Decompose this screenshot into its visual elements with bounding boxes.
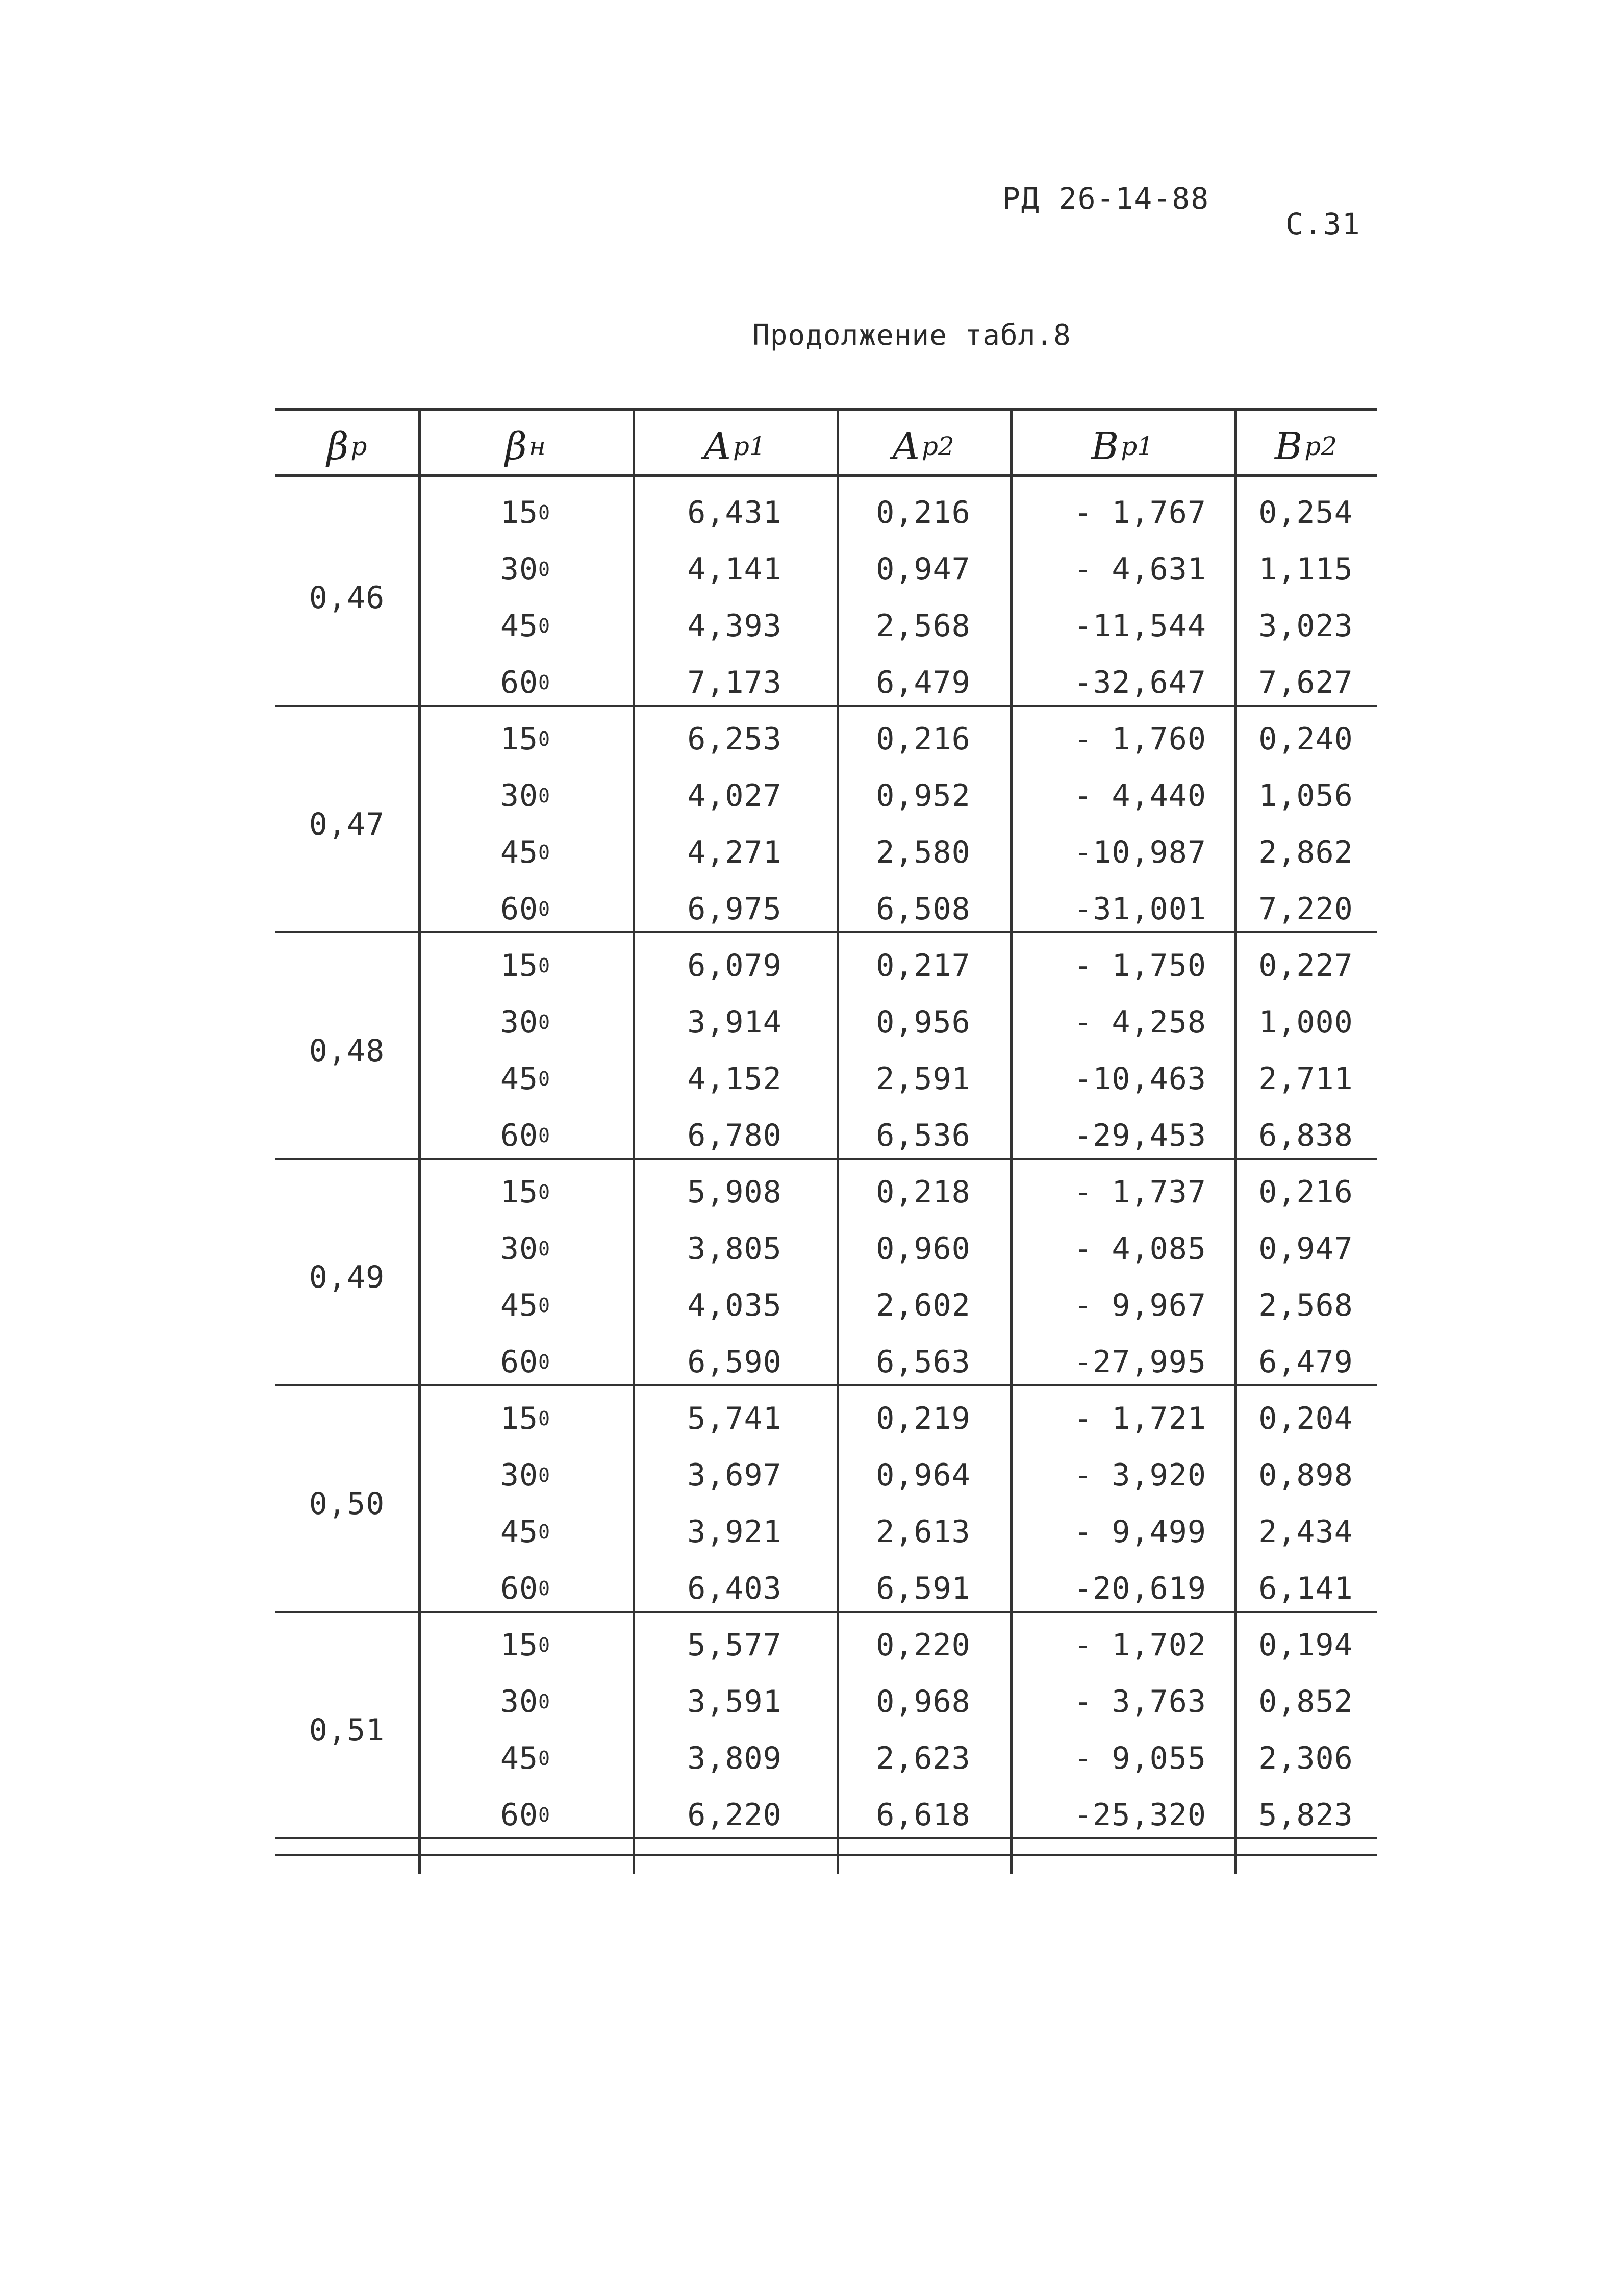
- group-rule: [275, 705, 1377, 707]
- bp1-value: -29,453: [1074, 1118, 1206, 1153]
- ap1-value: 6,590: [687, 1344, 782, 1380]
- bp1-value: - 9,967: [1074, 1288, 1206, 1323]
- bp1-value: -20,619: [1074, 1571, 1206, 1606]
- ap1-value: 6,220: [687, 1797, 782, 1833]
- bp1-value: - 1,702: [1074, 1627, 1206, 1663]
- bp2-value: 2,306: [1258, 1740, 1353, 1776]
- ap2-value: 6,591: [876, 1571, 971, 1606]
- angle-value: 30: [500, 551, 539, 587]
- ap1-value: 3,921: [687, 1514, 782, 1550]
- page-number: С.31: [1285, 207, 1361, 241]
- beta-n-angle: 45 0: [500, 835, 551, 870]
- bp1-value: - 4,258: [1074, 1004, 1206, 1040]
- bp1-value: - 1,721: [1074, 1401, 1206, 1436]
- ap1-value: 3,914: [687, 1004, 782, 1040]
- beta-n-angle: 30 0: [500, 1231, 551, 1267]
- ap2-value: 0,947: [876, 551, 971, 587]
- bp1-value: -11,544: [1074, 608, 1206, 644]
- bp1-value: -32,647: [1074, 665, 1206, 700]
- beta-n-angle: 15 0: [500, 948, 551, 983]
- ap1-value: 4,393: [687, 608, 782, 644]
- bp1-value: -10,987: [1074, 835, 1206, 870]
- ap2-value: 2,602: [876, 1288, 971, 1323]
- bp1-value: -10,463: [1074, 1061, 1206, 1097]
- table-caption: Продолжение табл.8: [752, 319, 1071, 352]
- beta-n-angle: 45 0: [500, 608, 551, 644]
- bp1-value: - 4,085: [1074, 1231, 1206, 1267]
- ap2-value: 2,613: [876, 1514, 971, 1550]
- angle-value: 30: [500, 1684, 539, 1720]
- column-header-symbol: B: [1091, 424, 1119, 468]
- column-header-subscript: р2: [1304, 432, 1338, 461]
- column-header-subscript: р1: [733, 432, 766, 461]
- beta-n-angle: 15 0: [500, 1627, 551, 1663]
- beta-n-angle: 30 0: [500, 551, 551, 587]
- ap1-value: 7,173: [687, 665, 782, 700]
- ap1-value: 5,577: [687, 1627, 782, 1663]
- ap2-value: 2,623: [876, 1740, 971, 1776]
- ap2-value: 0,964: [876, 1457, 971, 1493]
- bp2-value: 2,434: [1258, 1514, 1353, 1550]
- column-header: [1010, 418, 1234, 474]
- beta-p-value: 0,47: [309, 806, 385, 842]
- angle-value: 45: [500, 608, 539, 644]
- bp2-value: 0,254: [1258, 495, 1353, 531]
- angle-value: 60: [500, 1118, 539, 1153]
- bp2-value: 2,568: [1258, 1288, 1353, 1323]
- ap1-value: 5,741: [687, 1401, 782, 1436]
- angle-value: 60: [500, 665, 539, 700]
- ap1-value: 6,431: [687, 495, 782, 531]
- angle-value: 15: [500, 1627, 539, 1663]
- ap1-value: 5,908: [687, 1174, 782, 1210]
- angle-value: 15: [500, 948, 539, 983]
- column-header-symbol: A: [703, 424, 731, 468]
- column-header-symbol: β: [326, 424, 349, 468]
- column-header-subscript: р2: [921, 432, 954, 461]
- ap2-value: 2,580: [876, 835, 971, 870]
- ap2-value: 0,968: [876, 1684, 971, 1720]
- ap2-value: 6,618: [876, 1797, 971, 1833]
- bp1-value: - 1,760: [1074, 721, 1206, 757]
- bp2-value: 0,204: [1258, 1401, 1353, 1436]
- beta-n-angle: 45 0: [500, 1061, 551, 1097]
- ap1-value: 4,035: [687, 1288, 782, 1323]
- ap1-value: 3,591: [687, 1684, 782, 1720]
- angle-value: 60: [500, 891, 539, 927]
- ap2-value: 0,218: [876, 1174, 971, 1210]
- ap2-value: 0,216: [876, 495, 971, 531]
- beta-p-value: 0,49: [309, 1259, 385, 1295]
- bp1-value: -27,995: [1074, 1344, 1206, 1380]
- beta-n-angle: 15 0: [500, 721, 551, 757]
- column-header: [275, 418, 418, 474]
- bp2-value: 1,115: [1258, 551, 1353, 587]
- bp2-value: 6,838: [1258, 1118, 1353, 1153]
- ap1-value: 3,809: [687, 1740, 782, 1776]
- bp2-value: 6,141: [1258, 1571, 1353, 1606]
- beta-n-angle: 60 0: [500, 1344, 551, 1380]
- column-header: [633, 418, 837, 474]
- beta-n-angle: 30 0: [500, 778, 551, 814]
- ap2-value: 6,479: [876, 665, 971, 700]
- column-header-subscript: р1: [1121, 432, 1154, 461]
- angle-value: 15: [500, 1174, 539, 1210]
- beta-p-value: 0,50: [309, 1485, 385, 1522]
- angle-value: 60: [500, 1797, 539, 1833]
- bp1-value: - 9,499: [1074, 1514, 1206, 1550]
- bp1-value: - 1,750: [1074, 948, 1206, 983]
- beta-p-value: 0,46: [309, 579, 385, 616]
- beta-n-angle: 15 0: [500, 495, 551, 531]
- group-rule: [275, 1611, 1377, 1613]
- bp2-value: 7,627: [1258, 665, 1353, 700]
- beta-n-angle: 60 0: [500, 891, 551, 927]
- ap2-value: 6,563: [876, 1344, 971, 1380]
- bp2-value: 0,216: [1258, 1174, 1353, 1210]
- bp1-value: - 3,763: [1074, 1684, 1206, 1720]
- table-top-rule: [275, 408, 1377, 411]
- bp1-value: - 4,631: [1074, 551, 1206, 587]
- ap1-value: 3,805: [687, 1231, 782, 1267]
- beta-p-value: 0,51: [309, 1712, 385, 1748]
- ap1-value: 3,697: [687, 1457, 782, 1493]
- bp2-value: 0,852: [1258, 1684, 1353, 1720]
- beta-n-angle: 30 0: [500, 1004, 551, 1040]
- beta-n-angle: 45 0: [500, 1740, 551, 1776]
- angle-value: 30: [500, 778, 539, 814]
- ap1-value: 6,253: [687, 721, 782, 757]
- angle-value: 15: [500, 1401, 539, 1436]
- bp2-value: 1,056: [1258, 778, 1353, 814]
- beta-n-angle: 30 0: [500, 1457, 551, 1493]
- angle-value: 45: [500, 835, 539, 870]
- beta-n-angle: 60 0: [500, 665, 551, 700]
- bp1-value: - 1,737: [1074, 1174, 1206, 1210]
- bp2-value: 0,947: [1258, 1231, 1353, 1267]
- ap1-value: 4,152: [687, 1061, 782, 1097]
- ap1-value: 6,975: [687, 891, 782, 927]
- angle-value: 30: [500, 1004, 539, 1040]
- group-rule: [275, 1158, 1377, 1160]
- column-header-symbol: B: [1274, 424, 1303, 468]
- ap2-value: 0,219: [876, 1401, 971, 1436]
- beta-n-angle: 45 0: [500, 1288, 551, 1323]
- ap1-value: 6,780: [687, 1118, 782, 1153]
- ap2-value: 0,960: [876, 1231, 971, 1267]
- group-rule: [275, 1837, 1377, 1839]
- column-header-symbol: A: [892, 424, 920, 468]
- bp1-value: - 3,920: [1074, 1457, 1206, 1493]
- angle-value: 15: [500, 721, 539, 757]
- bp1-value: - 9,055: [1074, 1740, 1206, 1776]
- angle-value: 45: [500, 1288, 539, 1323]
- ap1-value: 4,027: [687, 778, 782, 814]
- ap2-value: 0,952: [876, 778, 971, 814]
- column-header-subscript: р: [350, 432, 367, 461]
- bp2-value: 0,194: [1258, 1627, 1353, 1663]
- beta-n-angle: 60 0: [500, 1118, 551, 1153]
- column-header-symbol: β: [505, 424, 527, 468]
- ap2-value: 0,217: [876, 948, 971, 983]
- bp2-value: 0,898: [1258, 1457, 1353, 1493]
- beta-n-angle: 60 0: [500, 1797, 551, 1833]
- ap1-value: 6,403: [687, 1571, 782, 1606]
- angle-value: 15: [500, 495, 539, 531]
- ap2-value: 2,568: [876, 608, 971, 644]
- ap2-value: 6,536: [876, 1118, 971, 1153]
- ap2-value: 0,220: [876, 1627, 971, 1663]
- angle-value: 30: [500, 1231, 539, 1267]
- angle-value: 45: [500, 1514, 539, 1550]
- ap2-value: 6,508: [876, 891, 971, 927]
- beta-n-angle: 15 0: [500, 1174, 551, 1210]
- column-header-subscript: н: [528, 432, 546, 461]
- bp1-value: - 4,440: [1074, 778, 1206, 814]
- ap1-value: 4,271: [687, 835, 782, 870]
- column-header: [1234, 418, 1377, 474]
- angle-value: 45: [500, 1740, 539, 1776]
- bp2-value: 5,823: [1258, 1797, 1353, 1833]
- ap1-value: 6,079: [687, 948, 782, 983]
- bp2-value: 7,220: [1258, 891, 1353, 927]
- column-header: [837, 418, 1010, 474]
- bp2-value: 0,227: [1258, 948, 1353, 983]
- ap2-value: 0,216: [876, 721, 971, 757]
- beta-n-angle: 30 0: [500, 1684, 551, 1720]
- bp2-value: 2,862: [1258, 835, 1353, 870]
- ap1-value: 4,141: [687, 551, 782, 587]
- beta-n-angle: 15 0: [500, 1401, 551, 1436]
- bp2-value: 6,479: [1258, 1344, 1353, 1380]
- group-rule: [275, 1384, 1377, 1386]
- angle-value: 45: [500, 1061, 539, 1097]
- group-rule: [275, 931, 1377, 933]
- header-rule: [275, 474, 1377, 477]
- bp1-value: -31,001: [1074, 891, 1206, 927]
- column-header: [418, 418, 633, 474]
- bp2-value: 1,000: [1258, 1004, 1353, 1040]
- document-code: РД 26-14-88: [1002, 181, 1210, 216]
- angle-value: 60: [500, 1344, 539, 1380]
- ap2-value: 0,956: [876, 1004, 971, 1040]
- bp2-value: 0,240: [1258, 721, 1353, 757]
- angle-value: 60: [500, 1571, 539, 1606]
- bp1-value: - 1,767: [1074, 495, 1206, 531]
- beta-n-angle: 45 0: [500, 1514, 551, 1550]
- bp2-value: 2,711: [1258, 1061, 1353, 1097]
- bp2-value: 3,023: [1258, 608, 1353, 644]
- bp1-value: -25,320: [1074, 1797, 1206, 1833]
- angle-value: 30: [500, 1457, 539, 1493]
- beta-n-angle: 60 0: [500, 1571, 551, 1606]
- table-bottom-rule: [275, 1854, 1377, 1856]
- beta-p-value: 0,48: [309, 1032, 385, 1069]
- ap2-value: 2,591: [876, 1061, 971, 1097]
